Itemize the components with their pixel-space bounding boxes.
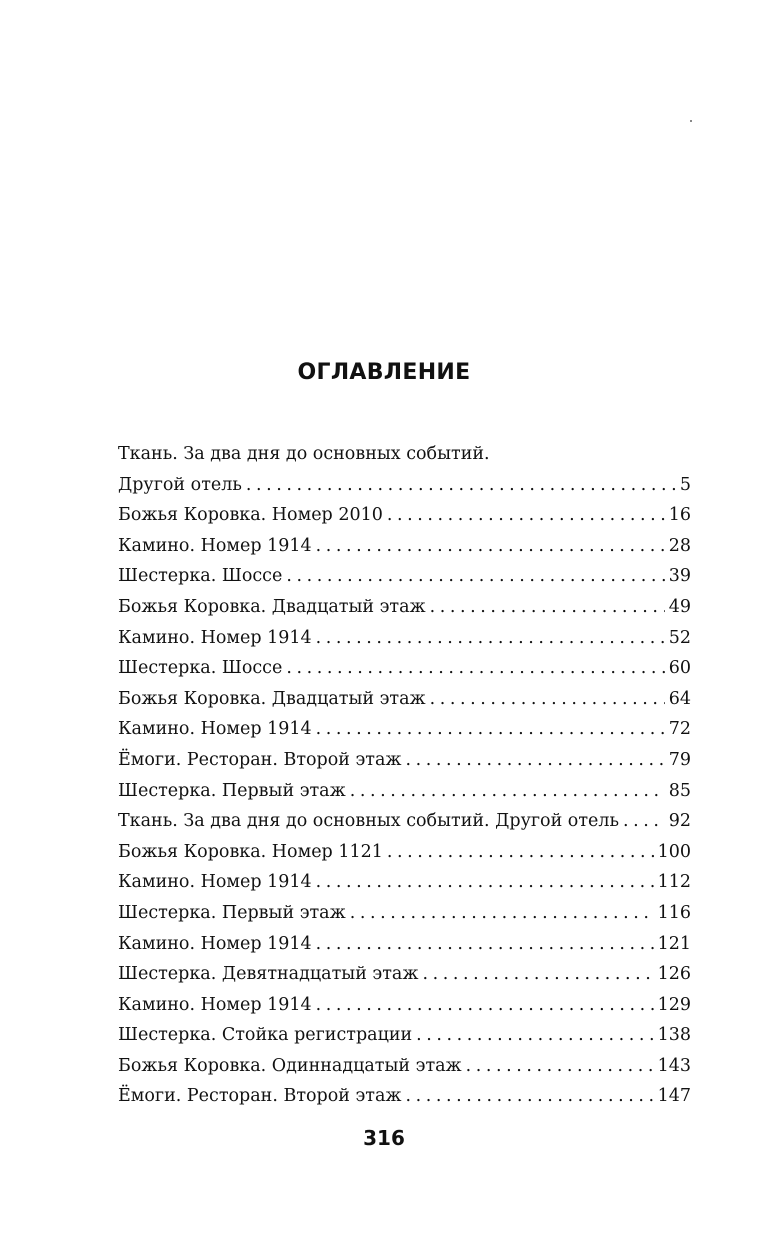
toc-entry-page: 28 [668, 535, 691, 556]
toc-entry [118, 684, 691, 715]
toc-entry-page: 16 [668, 505, 691, 526]
toc-leader-dots [286, 561, 664, 592]
toc-entry [118, 470, 691, 501]
toc-entry-title: Божья Коровка. Двадцатый этаж [118, 596, 426, 617]
toc-entry-page: 121 [657, 933, 691, 954]
table-of-contents [118, 439, 691, 1112]
toc-entry [118, 959, 691, 990]
toc-entry-page: 143 [657, 1055, 691, 1076]
toc-entry-title: Камино. Номер 1914 [118, 872, 312, 893]
toc-entry [118, 929, 691, 960]
toc-entry [118, 714, 691, 745]
toc-entry-page: 100 [657, 841, 691, 862]
scan-speck [690, 120, 692, 122]
toc-entry-page: 52 [668, 627, 691, 648]
toc-entry-page: 92 [668, 811, 691, 832]
toc-leader-dots [316, 929, 654, 960]
toc-entry-page: 129 [657, 994, 691, 1015]
toc-entry-page: 5 [679, 474, 691, 495]
toc-leader-dots [623, 806, 665, 837]
toc-entry-title: Шестерка. Девятнадцатый этаж [118, 964, 419, 985]
toc-entry-title: Ёмоги. Ресторан. Второй этаж [118, 1086, 402, 1107]
toc-entry [118, 592, 691, 623]
toc-leader-dots [316, 867, 654, 898]
toc-entry-title: Шестерка. Шоссе [118, 658, 283, 679]
toc-entry [118, 1081, 691, 1112]
toc-entry-page: 49 [668, 596, 691, 617]
toc-leader-dots [286, 653, 664, 684]
toc-entry [118, 745, 691, 776]
toc-leader-dots [246, 470, 676, 501]
toc-entry-title: Божья Коровка. Двадцатый этаж [118, 688, 426, 709]
toc-entry-page: 116 [657, 902, 691, 923]
toc-leader-dots [387, 500, 665, 531]
toc-entry [118, 439, 691, 470]
toc-entry [118, 867, 691, 898]
page-number: 316 [363, 1126, 405, 1150]
toc-entry-page: 79 [668, 749, 691, 770]
toc-entry-title: Шестерка. Шоссе [118, 566, 283, 587]
toc-entry-page: 60 [668, 658, 691, 679]
toc-entry [118, 837, 691, 868]
page-title: ОГЛАВЛЕНИЕ [297, 360, 471, 385]
toc-entry [118, 1020, 691, 1051]
toc-entry-title: Камино. Номер 1914 [118, 719, 312, 740]
toc-entry-title: Шестерка. Стойка регистрации [118, 1025, 413, 1046]
toc-leader-dots [316, 531, 665, 562]
toc-leader-dots [387, 837, 654, 868]
toc-entry [118, 990, 691, 1021]
toc-entry-title: Божья Коровка. Номер 1121 [118, 841, 383, 862]
toc-entry-page: 112 [657, 872, 691, 893]
toc-entry-page: 147 [657, 1086, 691, 1107]
toc-entry-title: Камино. Номер 1914 [118, 627, 312, 648]
toc-leader-dots [466, 1051, 654, 1082]
toc-entry [118, 531, 691, 562]
toc-entry-title: Камино. Номер 1914 [118, 994, 312, 1015]
toc-leader-dots [430, 592, 665, 623]
toc-leader-dots [316, 714, 665, 745]
toc-entry-title: Шестерка. Первый этаж [118, 780, 346, 801]
toc-entry [118, 1051, 691, 1082]
toc-leader-dots [316, 990, 654, 1021]
toc-entry-title: Ткань. За два дня до основных событий. [118, 444, 490, 464]
toc-entry-page: 138 [657, 1025, 691, 1046]
toc-entry-page: 72 [668, 719, 691, 740]
toc-entry [118, 561, 691, 592]
toc-entry-title: Камино. Номер 1914 [118, 933, 312, 954]
toc-leader-dots [430, 684, 665, 715]
toc-entry [118, 653, 691, 684]
toc-entry-page: 39 [668, 566, 691, 587]
toc-entry-page: 64 [668, 688, 691, 709]
toc-entry [118, 500, 691, 531]
toc-leader-dots [422, 959, 653, 990]
toc-entry-title: Шестерка. Первый этаж [118, 902, 346, 923]
toc-entry [118, 623, 691, 654]
toc-leader-dots [350, 776, 665, 807]
toc-leader-dots [406, 1081, 654, 1112]
toc-entry-title: Ёмоги. Ресторан. Второй этаж [118, 749, 402, 770]
toc-entry-title: Божья Коровка. Номер 2010 [118, 505, 383, 526]
toc-entry-page: 85 [668, 780, 691, 801]
toc-leader-dots [350, 898, 654, 929]
toc-leader-dots [416, 1020, 653, 1051]
toc-entry [118, 898, 691, 929]
toc-leader-dots [406, 745, 665, 776]
toc-entry-title: Камино. Номер 1914 [118, 535, 312, 556]
toc-entry-title: Ткань. За два дня до основных событий. Другой отель [118, 811, 620, 832]
toc-entry-title: Божья Коровка. Одиннадцатый этаж [118, 1055, 462, 1076]
toc-entry-title: Другой отель [118, 474, 242, 495]
toc-entry-page: 126 [657, 964, 691, 985]
toc-entry [118, 806, 691, 837]
toc-entry [118, 776, 691, 807]
toc-leader-dots [316, 623, 665, 654]
